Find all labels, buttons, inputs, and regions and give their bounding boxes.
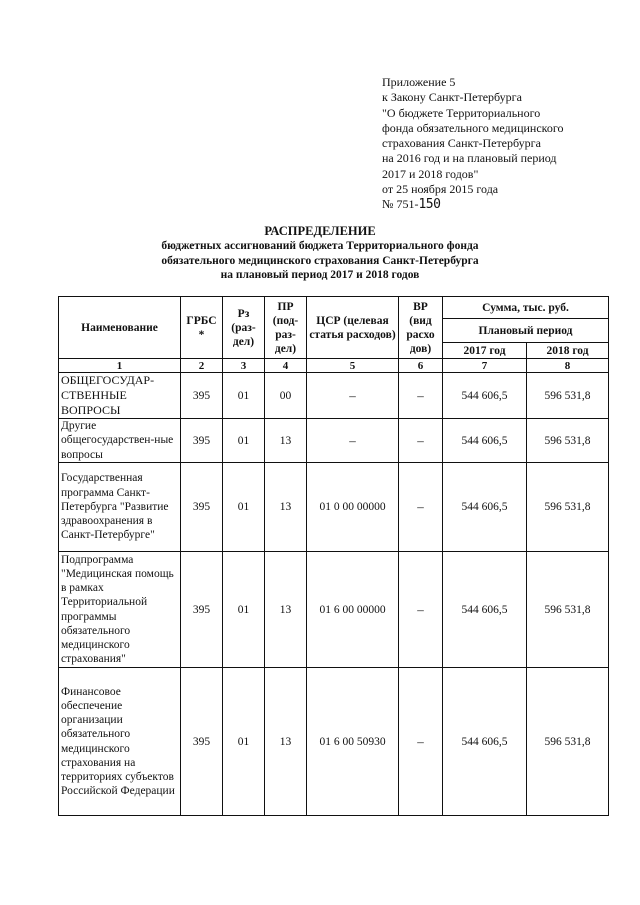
column-index: 2 <box>181 359 223 373</box>
column-index: 4 <box>265 359 307 373</box>
row-amount-2017: 544 606,5 <box>443 373 527 419</box>
table-row <box>59 668 609 816</box>
row-grbs: 395 <box>181 668 223 816</box>
header-sum: Сумма, тыс. руб. <box>443 297 609 319</box>
header-planned-period: Плановый период <box>443 319 609 343</box>
header-csr: ЦСР (целевая статья расходов) <box>307 297 399 359</box>
row-amount-2018: 596 531,8 <box>527 373 609 419</box>
row-vr: – <box>399 668 443 816</box>
header-name: Наименование <box>59 297 181 359</box>
annex-line: от 25 ноября 2015 года <box>382 182 499 197</box>
budget-table <box>58 296 609 816</box>
law-number-handwritten: 150 <box>418 197 441 213</box>
table-row <box>59 419 609 463</box>
row-name: Государственная программа Санкт-Петербурга "Развитие здравоохранения в Санкт-Петербурге" <box>59 463 181 552</box>
row-csr: – <box>307 373 399 419</box>
law-number-prefix: № 751- <box>382 197 419 212</box>
row-amount-2018: 596 531,8 <box>527 419 609 463</box>
document-title <box>0 224 640 283</box>
title-line-2: бюджетных ассигнований бюджета Территориального фонда <box>161 240 479 252</box>
table-row <box>59 463 609 552</box>
annex-line: на 2016 год и на плановый период <box>382 151 557 166</box>
row-name: Финансовое обеспечение организации обязательного медицинского страхования на территориях субъектов Российской Федерации <box>59 668 181 816</box>
header-pr: ПР (под-раз-дел) <box>265 297 307 359</box>
row-rz: 01 <box>223 668 265 816</box>
column-index: 8 <box>527 359 609 373</box>
table-row <box>59 373 609 419</box>
annex-line: к Закону Санкт-Петербурга <box>382 90 522 105</box>
row-pr: 13 <box>265 463 307 552</box>
column-index: 3 <box>223 359 265 373</box>
annex-line: Приложение 5 <box>382 75 456 89</box>
table-row <box>59 552 609 668</box>
row-csr: 01 6 00 50930 <box>307 668 399 816</box>
column-index: 6 <box>399 359 443 373</box>
row-amount-2017: 544 606,5 <box>443 419 527 463</box>
row-pr: 13 <box>265 552 307 668</box>
row-vr: – <box>399 419 443 463</box>
annex-header <box>382 75 622 213</box>
row-pr: 13 <box>265 668 307 816</box>
row-grbs: 395 <box>181 373 223 419</box>
title-line-1: РАСПРЕДЕЛЕНИЕ <box>264 224 376 238</box>
law-number <box>382 197 622 212</box>
row-rz: 01 <box>223 419 265 463</box>
row-grbs: 395 <box>181 419 223 463</box>
title-line-4: на плановый период 2017 и 2018 годов <box>220 269 420 281</box>
row-csr: – <box>307 419 399 463</box>
header-2017: 2017 год <box>443 343 527 359</box>
annex-line: 2017 и 2018 годов" <box>382 166 479 181</box>
row-csr: 01 6 00 00000 <box>307 552 399 668</box>
row-pr: 13 <box>265 419 307 463</box>
row-amount-2017: 544 606,5 <box>443 463 527 552</box>
header-2018: 2018 год <box>527 343 609 359</box>
header-grbs: ГРБС * <box>181 297 223 359</box>
row-amount-2017: 544 606,5 <box>443 668 527 816</box>
row-name: Другие общегосударствен-ные вопросы <box>59 419 181 463</box>
annex-line: "О бюджете Территориального <box>382 105 541 120</box>
column-index: 5 <box>307 359 399 373</box>
row-rz: 01 <box>223 463 265 552</box>
title-line-3: обязательного медицинского страхования Санкт-Петербурга <box>161 254 479 267</box>
row-amount-2018: 596 531,8 <box>527 463 609 552</box>
annex-line: фонда обязательного медицинского <box>382 120 564 135</box>
row-grbs: 395 <box>181 552 223 668</box>
row-pr: 00 <box>265 373 307 419</box>
row-name: Подпрограмма "Медицинская помощь в рамках Территориальной программы обязательного медицинского страхования" <box>59 552 181 668</box>
row-amount-2018: 596 531,8 <box>527 668 609 816</box>
column-index: 1 <box>59 359 181 373</box>
row-rz: 01 <box>223 552 265 668</box>
annex-line: страхования Санкт-Петербурга <box>382 136 541 151</box>
row-vr: – <box>399 552 443 668</box>
row-amount-2017: 544 606,5 <box>443 552 527 668</box>
row-vr: – <box>399 463 443 552</box>
column-index-row <box>59 359 609 373</box>
column-index: 7 <box>443 359 527 373</box>
row-grbs: 395 <box>181 463 223 552</box>
header-vr: ВР (вид расхо дов) <box>399 297 443 359</box>
row-csr: 01 0 00 00000 <box>307 463 399 552</box>
row-amount-2018: 596 531,8 <box>527 552 609 668</box>
row-name: ОБЩЕГОСУДАР-СТВЕННЫЕ ВОПРОСЫ <box>59 373 181 419</box>
header-rz: Рз (раз-дел) <box>223 297 265 359</box>
row-vr: – <box>399 373 443 419</box>
row-rz: 01 <box>223 373 265 419</box>
